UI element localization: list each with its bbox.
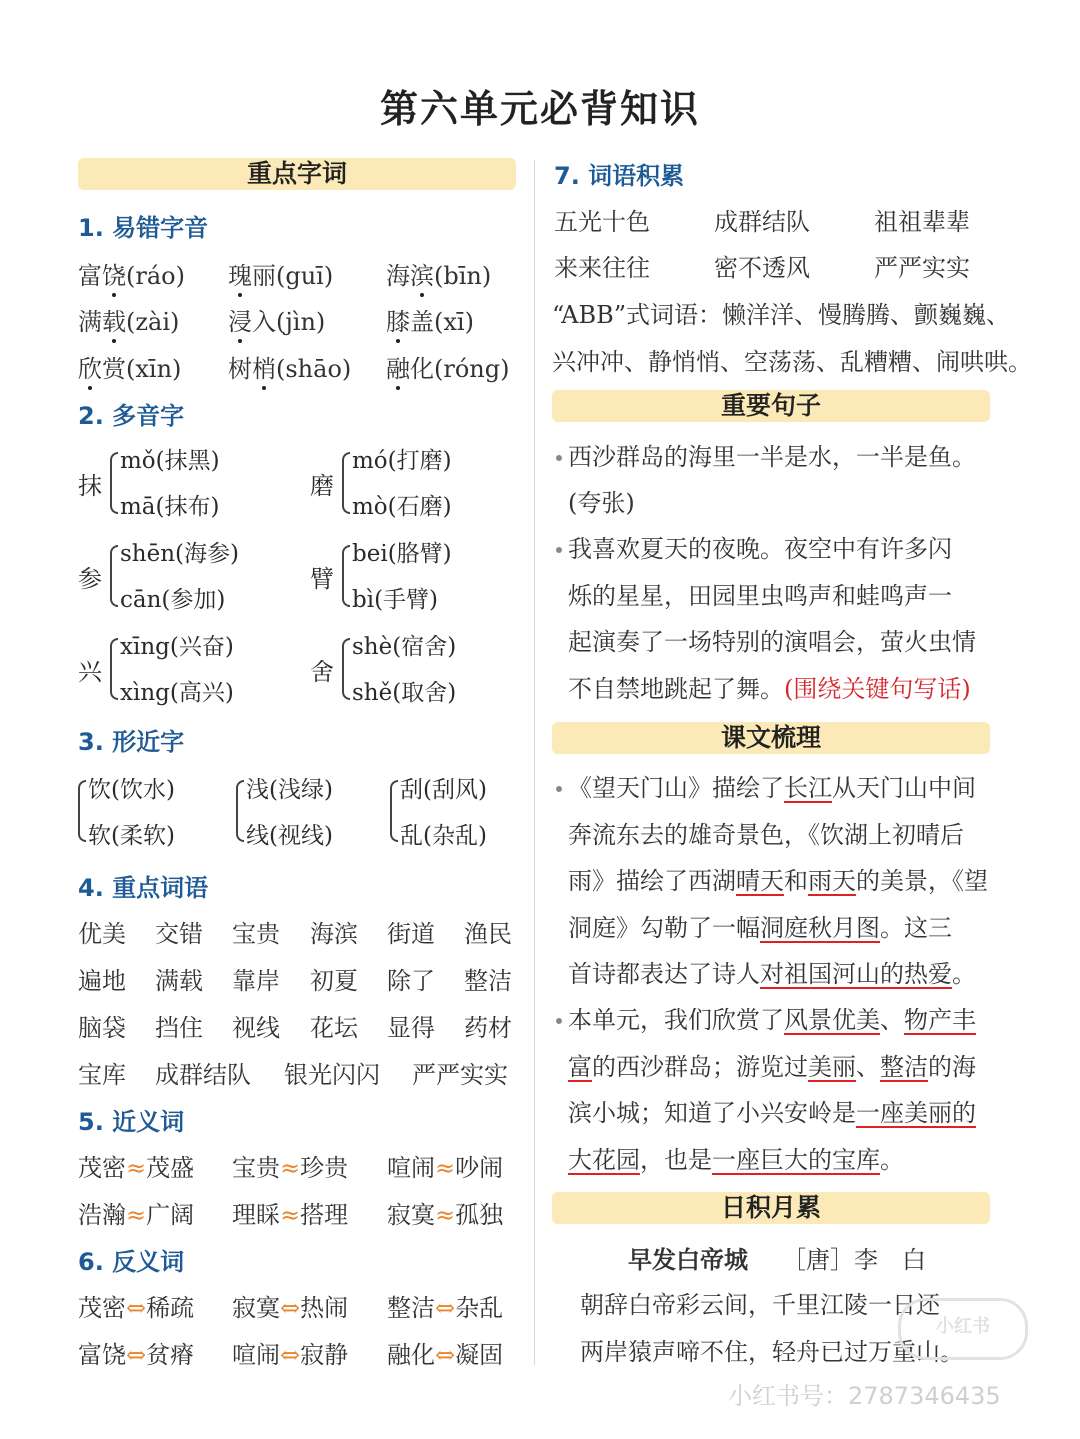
pronunciation-row [78,349,516,389]
word-item: 富饶(ráo) [78,262,185,290]
heading-synonyms: 5. 近义词 [78,1108,185,1136]
heading-polyphones: 2. 多音字 [78,402,185,430]
sentence-1-note: (夸张) [568,489,635,517]
text-review-1: 《望天门山》描绘了长江从天门山中间 奔流东去的雄奇景色，《饮湖上初晴后 雨》描绘了西湖晴天和雨天的美景，《望 洞庭》勾勒了一幅洞庭秋月图。这三 首诗都表达了诗人对祖国河山的热爱。 [568,774,988,988]
poem-title: 早发白帝城 [628,1246,748,1274]
section-band-text-review: 课文梳理 [552,722,990,754]
pronunciation-row [78,302,516,342]
word-item: 树梢(shāo) [228,355,352,383]
sentence-2: 我喜欢夏天的夜晚。夜空中有许多闪 烁的星星，田园里虫鸣声和蛙鸣声一 起演奏了一场特别的演唱会，萤火虫情 不自禁地跳起了舞。(围绕关键句写话) [568,535,976,703]
sentence-1: 西沙群岛的海里一半是水，一半是鱼。 [568,443,976,471]
word-item: 融化(róng) [386,355,510,383]
word-item: 膝盖(xī) [386,308,474,336]
section-band-sentences: 重要句子 [552,390,990,422]
word-item: 满载(zài) [78,308,180,336]
page-title: 第六单元必背知识 [379,87,700,131]
heading-similar-chars: 3. 形近字 [78,728,185,756]
section-band-poem: 日积月累 [552,1192,990,1224]
watermark-id: 小红书号：2787346435 [728,1382,1001,1410]
bullet [556,1018,562,1024]
word-item: 瑰丽(guī) [228,262,334,290]
bullet [556,786,562,792]
heading-key-words: 4. 重点词语 [78,874,209,902]
word-item: 浸入(jìn) [228,308,326,336]
abb-words-line: “ABB”式词语：懒洋洋、慢腾腾、颤巍巍、 [552,301,1011,329]
word-item: 欣赏(xīn) [78,355,182,383]
column-divider [534,160,535,1365]
section-band-key-words: 重点字词 [78,158,516,190]
heading-word-accumulation: 7. 词语积累 [554,162,685,190]
heading-antonyms: 6. 反义词 [78,1248,185,1276]
poem-author: ［唐］李 白 [782,1246,926,1274]
pronunciation-row [78,256,516,296]
word-item: 海滨(bīn) [386,262,492,290]
bullet [556,547,562,553]
poem-body: 朝辞白帝彩云间，千里江陵一日还 两岸猿声啼不住，轻舟已过万重山。 [580,1291,964,1366]
abb-words-line: 兴冲冲、静悄悄、空荡荡、乱糟糟、闹哄哄。 [552,348,1032,376]
heading-pronunciation: 1. 易错字音 [78,214,209,242]
bullet [556,455,562,461]
text-review-2: 本单元，我们欣赏了风景优美、物产丰 富的西沙群岛；游览过美丽、整洁的海 滨小城；知道了小兴安岭是一座美丽的 大花园，也是一座巨大的宝库。 [568,1006,976,1174]
watermark-logo: 小红书 [898,1298,1028,1360]
